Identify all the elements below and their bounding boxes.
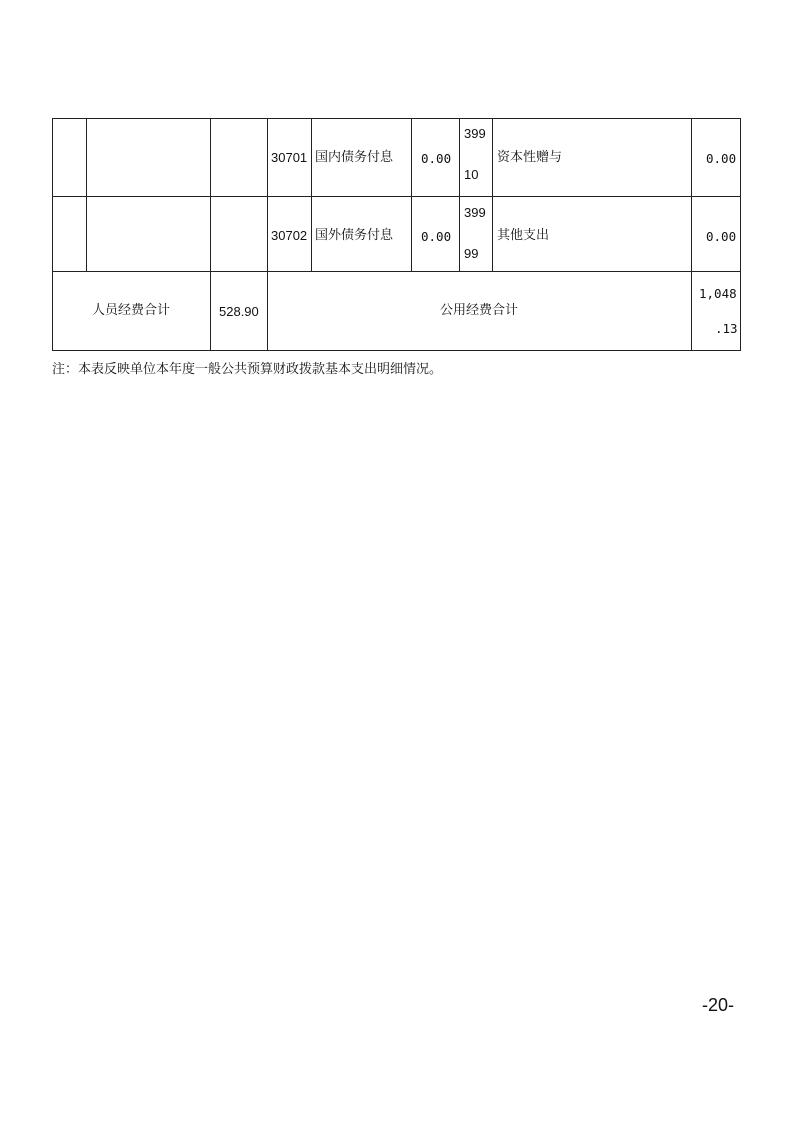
public-total-label: 公用经费合计 bbox=[439, 303, 518, 318]
table-row-2-name: 国外债务付息 bbox=[315, 228, 394, 243]
personnel-total-value: 528.90 bbox=[219, 304, 259, 319]
table-row-2-name2: 其他支出 bbox=[497, 228, 550, 243]
column-divider bbox=[86, 118, 87, 272]
column-divider bbox=[411, 118, 412, 272]
table-row-1-code2-line2: 10 bbox=[464, 167, 479, 182]
page-number: -20- bbox=[702, 995, 735, 1015]
table-row-2-code2-line1: 399 bbox=[464, 205, 486, 220]
row-divider bbox=[52, 271, 741, 272]
column-divider bbox=[311, 118, 312, 272]
column-divider bbox=[492, 118, 493, 272]
table-row-2-code: 30702 bbox=[271, 228, 308, 243]
table-row-1-name: 国内债务付息 bbox=[315, 150, 394, 165]
column-divider bbox=[459, 118, 460, 272]
table-row-1-amount2: 0.00 bbox=[706, 151, 737, 166]
table-row-1-code: 30701 bbox=[271, 150, 308, 165]
table-row-1-code2-line1: 399 bbox=[464, 126, 486, 141]
column-divider bbox=[691, 118, 692, 351]
public-total-value-line2: .13 bbox=[715, 321, 738, 336]
column-divider bbox=[210, 118, 211, 351]
personnel-total-label: 人员经费合计 bbox=[91, 303, 170, 318]
table-row-2-amount: 0.00 bbox=[421, 229, 452, 244]
row-divider bbox=[52, 196, 741, 197]
public-total-value-line1: 1,048 bbox=[699, 286, 737, 301]
table-row-2-amount2: 0.00 bbox=[706, 229, 737, 244]
table-row-1-name2: 资本性赠与 bbox=[497, 150, 563, 165]
table-row-2-code2-line2: 99 bbox=[464, 246, 479, 261]
table-footnote: 注：本表反映单位本年度一般公共预算财政拨款基本支出明细情况。 bbox=[52, 362, 443, 377]
table-row-1-amount: 0.00 bbox=[421, 151, 452, 166]
